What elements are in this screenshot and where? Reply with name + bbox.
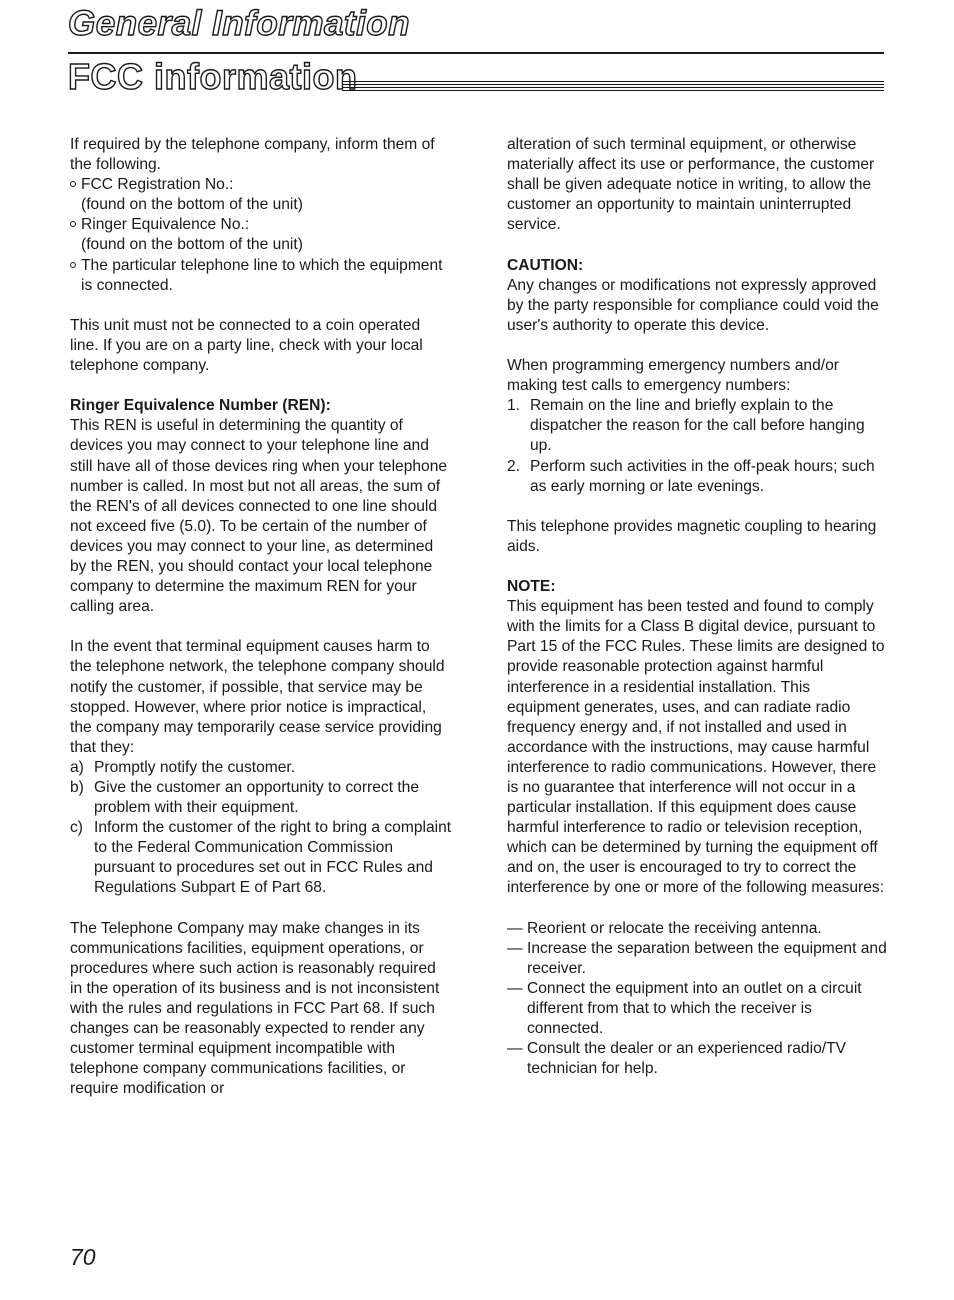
list-item-note: (found on the bottom of the unit) (81, 236, 303, 254)
header-rule (68, 52, 884, 54)
list-item (70, 256, 452, 296)
list-marker: b) (70, 779, 84, 796)
list-item-text: Connect the equipment into an outlet on a circuit different from that to which the receiver is connected. (527, 979, 862, 1038)
list-item (70, 215, 452, 235)
list-item (507, 919, 887, 939)
intro-paragraph: If required by the telephone company, inform them of the following. (70, 136, 435, 174)
list-item-text: Consult the dealer or an experienced radio/TV technician for help. (527, 1040, 846, 1078)
circle-bullet-icon (70, 215, 81, 235)
harm-paragraph: In the event that terminal equipment causes harm to the telephone network, the telephone company should notify the customer, if possible, that service may be stopped. However, where prior notice is impractical, the company may temporarily cease service providing that they: (70, 638, 445, 756)
list-item-label: The particular telephone line to which the equipment is connected. (81, 256, 443, 294)
list-item-text: Inform the customer of the right to bring a complaint to the Federal Communication Commission pursuant to procedures set out in FCC Rules and Regulations Subpart E of Part 68. (94, 819, 452, 897)
list-marker: — (507, 979, 523, 997)
list-item-text: Promptly notify the customer. (94, 758, 296, 776)
ren-heading: Ringer Equivalence Number (REN): (70, 397, 331, 415)
list-marker: — (507, 1040, 523, 1058)
list-item-note: (found on the bottom of the unit) (81, 196, 303, 214)
list-item (70, 778, 452, 818)
list-item-label: Ringer Equivalence No.: (81, 216, 250, 234)
list-item (507, 939, 887, 979)
list-item (70, 758, 452, 778)
list-marker: 2. (507, 457, 521, 475)
list-item-text: Perform such activities in the off-peak hours; such as early morning or late evenings. (530, 457, 875, 495)
note-heading: NOTE: (507, 578, 556, 596)
caution-heading: CAUTION: (507, 256, 584, 274)
caution-paragraph: Any changes or modifications not expressly approved by the party responsible for compliance could void the user's authority to operate this device. (507, 276, 879, 334)
list-item-text: Increase the separation between the equipment and receiver. (527, 939, 887, 977)
left-column (70, 135, 452, 1100)
chapter-title: General Information (68, 4, 411, 43)
continuation-paragraph: alteration of such terminal equipment, or otherwise materially affect its use or performance, the customer shall be given adequate notice in writing, to allow the customer an opportunity to maintain uninterrupted service. (507, 136, 875, 234)
list-item-text: Remain on the line and briefly explain to the dispatcher the reason for the call before hanging up. (530, 397, 865, 455)
list-item-text: Reorient or relocate the receiving antenna. (527, 919, 822, 937)
list-item (70, 175, 452, 195)
list-marker: 1. (507, 397, 521, 415)
right-column (507, 135, 887, 1079)
circle-bullet-icon (70, 175, 81, 195)
list-item (70, 818, 452, 898)
emergency-intro: When programming emergency numbers and/or making test calls to emergency numbers: (507, 357, 839, 395)
list-marker: — (507, 919, 523, 937)
list-marker: c) (70, 819, 83, 837)
section-title-rules (342, 81, 884, 93)
list-item-text: Give the customer an opportunity to correct the problem with their equipment. (94, 779, 420, 817)
list-item (507, 396, 887, 456)
hearing-aid-paragraph: This telephone provides magnetic coupling to hearing aids. (507, 517, 877, 555)
changes-paragraph: The Telephone Company may make changes in its communications facilities, equipment operations, or procedures where such action is reasonably required in the operation of its business and is not inconsistent with the rules and regulations in FCC Part 68. If such changes can be reasonably expected to render any customer terminal equipment incompatible with telephone company communications facilities, or require modification or (70, 919, 440, 1098)
list-marker: a) (70, 758, 84, 776)
list-item-label: FCC Registration No.: (81, 176, 234, 194)
circle-bullet-icon (70, 256, 81, 296)
list-item (507, 457, 887, 497)
page-number: 70 (70, 1244, 96, 1270)
list-marker: — (507, 939, 523, 957)
note-paragraph: This equipment has been tested and found to comply with the limits for a Class B digital device, pursuant to Part 15 of the FCC Rules. These limits are designed to provide reasonable protection against harmful interference in a residential installation. This equipment generates, uses, and can radiate radio frequency energy and, if not installed and used in accordance with the instructions, may cause harmful interference to radio communications. However, there is no guarantee that interference will not occur in a particular installation. If this equipment does cause harmful interference to radio or television reception, which can be determined by turning the equipment off and on, the user is encouraged to try to correct the interference by one or more of the following measures: (507, 598, 885, 897)
list-item (507, 979, 887, 1039)
list-item (507, 1039, 887, 1079)
ren-paragraph: This REN is useful in determining the quantity of devices you may connect to your telephone line and still have all of those devices ring when your telephone number is called. In most but not all areas, the sum of the REN's of all devices connected to one line should not exceed five (5.0). To be certain of the number of devices you may connect to your line, as determined by the REN, you should contact your local telephone company to determine the maximum REN for your calling area. (70, 417, 448, 616)
section-title: FCC information (68, 56, 358, 97)
coin-line-paragraph: This unit must not be connected to a coin operated line. If you are on a party line, check with your local telephone company. (70, 316, 423, 375)
